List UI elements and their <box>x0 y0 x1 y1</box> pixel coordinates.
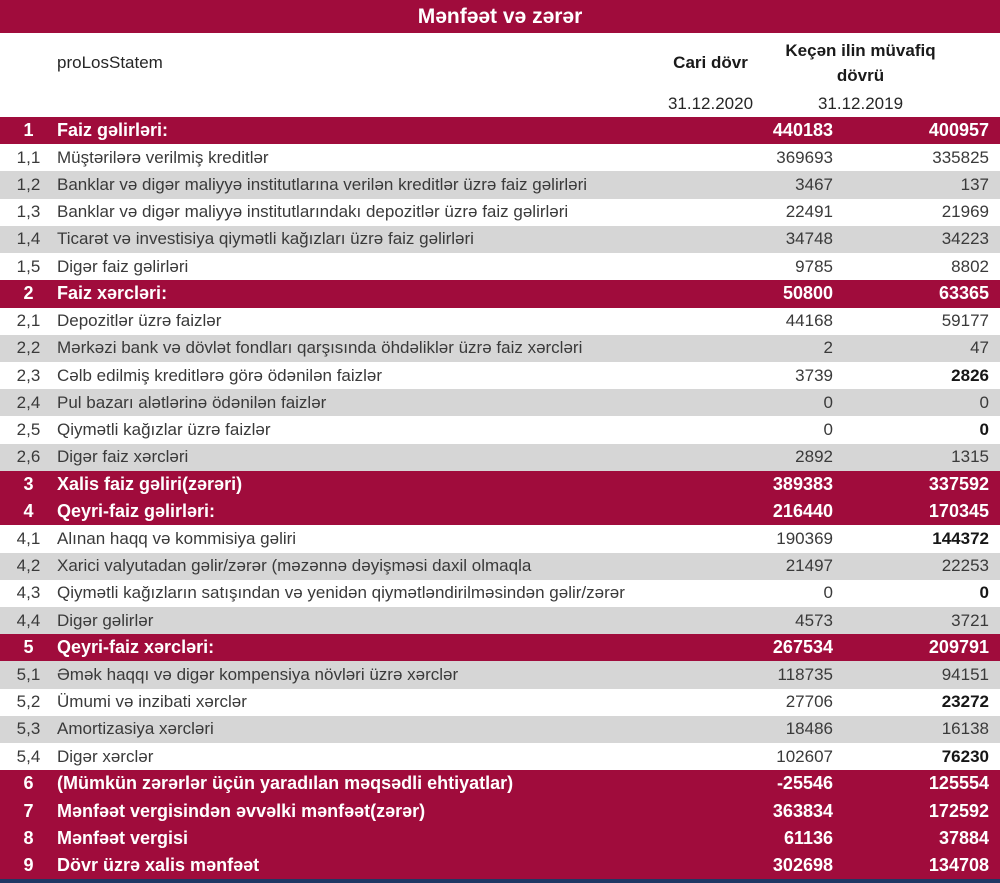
statement-code-label: proLosStatem <box>57 53 163 72</box>
row-label: Xarici valyutadan gəlir/zərər (məzənnə dəyişməsi daxil olmaqla <box>57 556 532 576</box>
table-row <box>0 335 1000 362</box>
row-value-2020: 302698 <box>772 855 833 876</box>
row-label: Mərkəzi bank və dövlət fondları qarşısında öhdəliklər üzrə faiz xərcləri <box>57 338 583 358</box>
table-row <box>0 607 1000 634</box>
row-number: 5 <box>23 637 34 658</box>
table-row <box>0 498 1000 525</box>
row-label: Faiz xərcləri: <box>57 283 168 304</box>
row-label: Pul bazarı alətlərinə ödənilən faizlər <box>57 392 327 412</box>
row-value-2019: 2826 <box>951 365 989 385</box>
table-row <box>0 553 1000 580</box>
row-value-2020: 216440 <box>772 501 833 522</box>
row-number: 1,2 <box>16 175 41 195</box>
row-value-2019: 34223 <box>941 229 989 249</box>
row-value-2019: 137 <box>960 175 989 195</box>
row-value-2020: 9785 <box>795 256 833 276</box>
row-label: Müştərilərə verilmiş kreditlər <box>57 147 269 167</box>
row-value-2019: 125554 <box>928 773 989 794</box>
row-label: Xalis faiz gəliri(zərəri) <box>57 473 243 494</box>
row-number: 6 <box>23 773 34 794</box>
row-value-2019: 0 <box>979 392 989 412</box>
row-label: Depozitlər üzrə faizlər <box>57 311 222 331</box>
row-value-2020: 44168 <box>785 311 833 331</box>
table-row <box>0 117 1000 144</box>
table-row <box>0 661 1000 688</box>
row-value-2020: 34748 <box>785 229 833 249</box>
row-value-2019: 37884 <box>938 827 989 848</box>
table-rows-container <box>0 117 1000 879</box>
row-value-2019: 21969 <box>941 202 989 222</box>
table-row <box>0 689 1000 716</box>
row-label: Mənfəət vergisi <box>57 827 189 848</box>
row-number: 4 <box>23 501 34 522</box>
table-row <box>0 471 1000 498</box>
row-number: 2,4 <box>16 392 41 412</box>
row-label: Digər faiz gəlirləri <box>57 256 189 276</box>
row-value-2019: 209791 <box>928 637 989 658</box>
row-number: 3 <box>23 473 34 494</box>
table-row <box>0 770 1000 797</box>
page-title: Mənfəət və zərər <box>417 4 583 28</box>
row-value-2019: 16138 <box>941 719 989 739</box>
table-row <box>0 852 1000 879</box>
row-value-2019: 8802 <box>951 256 989 276</box>
row-number: 1,3 <box>16 202 41 222</box>
column-headers-row <box>0 36 1000 90</box>
row-value-2019: 172592 <box>928 800 989 821</box>
row-number: 2,3 <box>16 365 41 385</box>
row-value-2020: 102607 <box>776 746 833 766</box>
row-number: 9 <box>23 855 34 876</box>
row-value-2020: 363834 <box>772 800 833 821</box>
row-value-2019: 23272 <box>941 692 989 712</box>
table-row <box>0 743 1000 770</box>
row-number: 2,1 <box>16 311 41 331</box>
row-value-2019: 22253 <box>941 556 989 576</box>
row-value-2019: 337592 <box>928 473 989 494</box>
row-value-2020: 3739 <box>795 365 833 385</box>
row-number: 2,5 <box>16 420 41 440</box>
dates-row <box>0 90 1000 117</box>
row-value-2019: 63365 <box>938 283 989 304</box>
table-row <box>0 389 1000 416</box>
row-value-2020: 22491 <box>785 202 833 222</box>
row-label: Amortizasiya xərcləri <box>57 719 214 739</box>
row-number: 2 <box>23 283 34 304</box>
column-header-current-period: Cari dövr <box>673 53 748 73</box>
table-row <box>0 144 1000 171</box>
row-label: Digər faiz xərcləri <box>57 447 189 467</box>
row-value-2020: 3467 <box>795 175 833 195</box>
row-value-2020: -25546 <box>776 773 833 794</box>
dates-row-spacer <box>0 90 643 117</box>
row-number: 1,5 <box>16 256 41 276</box>
table-row <box>0 171 1000 198</box>
row-value-2019: 400957 <box>928 120 989 141</box>
row-number: 7 <box>23 800 34 821</box>
row-label: Alınan haqq və kommisiya gəliri <box>57 528 297 548</box>
row-number: 5,2 <box>16 692 41 712</box>
row-number: 2,6 <box>16 447 41 467</box>
row-value-2019: 170345 <box>928 501 989 522</box>
row-value-2019: 0 <box>979 420 989 440</box>
row-number: 5,3 <box>16 719 41 739</box>
row-value-2020: 4573 <box>795 610 833 630</box>
row-number: 5,4 <box>16 746 41 766</box>
row-value-2020: 0 <box>823 392 833 412</box>
row-label: Dövr üzrə xalis mənfəət <box>57 855 260 876</box>
row-number: 4,4 <box>16 610 41 630</box>
row-number: 4,3 <box>16 583 41 603</box>
row-label: Ticarət və investisiya qiymətli kağızları üzrə faiz gəlirləri <box>57 229 474 249</box>
row-number: 1 <box>23 120 34 141</box>
row-label: Qeyri-faiz gəlirləri: <box>57 501 216 522</box>
row-number: 4,2 <box>16 556 41 576</box>
table-row <box>0 580 1000 607</box>
row-value-2020: 21497 <box>785 556 833 576</box>
row-value-2019: 335825 <box>932 147 989 167</box>
row-value-2020: 440183 <box>772 120 833 141</box>
row-number: 5,1 <box>16 664 41 684</box>
table-header <box>0 36 1000 117</box>
row-value-2020: 267534 <box>772 637 833 658</box>
table-row <box>0 253 1000 280</box>
row-value-2020: 369693 <box>776 147 833 167</box>
row-number: 1,4 <box>16 229 41 249</box>
row-value-2020: 389383 <box>772 473 833 494</box>
title-bar <box>0 0 1000 33</box>
row-value-2019: 76230 <box>941 746 989 766</box>
row-value-2020: 2 <box>823 338 833 358</box>
row-label: Qiymətli kağızların satışından və yenidən qiymətləndirilməsindən gəlir/zərər <box>57 583 625 603</box>
row-value-2020: 50800 <box>782 283 833 304</box>
table-row <box>0 716 1000 743</box>
row-value-2020: 18486 <box>785 719 833 739</box>
table-row <box>0 416 1000 443</box>
row-label: (Mümkün zərərlər üçün yaradılan məqsədli ehtiyatlar) <box>57 773 514 794</box>
row-value-2019: 3721 <box>951 610 989 630</box>
row-label: Qeyri-faiz xərcləri: <box>57 637 215 658</box>
row-value-2020: 61136 <box>783 827 833 848</box>
table-row <box>0 362 1000 389</box>
row-value-2020: 27706 <box>785 692 833 712</box>
row-value-2020: 2892 <box>795 447 833 467</box>
table-row <box>0 797 1000 824</box>
row-value-2019: 59177 <box>941 311 989 331</box>
table-row <box>0 308 1000 335</box>
row-value-2020: 118735 <box>777 664 833 684</box>
table-row <box>0 226 1000 253</box>
row-value-2020: 0 <box>823 583 833 603</box>
row-label: Banklar və digər maliyyə institutlarındakı depozitlər üzrə faiz gəlirləri <box>57 202 569 222</box>
row-value-2019: 47 <box>970 338 989 358</box>
date-current-period: 31.12.2020 <box>667 93 754 113</box>
row-value-2019: 94151 <box>941 664 989 684</box>
row-value-2019: 144372 <box>932 528 989 548</box>
row-label: Qiymətli kağızlar üzrə faizlər <box>57 420 271 440</box>
table-row <box>0 525 1000 552</box>
row-number: 8 <box>23 827 34 848</box>
date-previous-period: 31.12.2019 <box>817 93 904 113</box>
row-value-2020: 190369 <box>776 528 833 548</box>
row-value-2020: 0 <box>823 420 833 440</box>
row-number: 4,1 <box>16 528 41 548</box>
row-label: Faiz gəlirləri: <box>57 120 169 141</box>
table-row <box>0 199 1000 226</box>
row-number: 1,1 <box>16 147 41 167</box>
table-row <box>0 825 1000 852</box>
row-value-2019: 1315 <box>951 447 989 467</box>
row-label: Cəlb edilmiş kreditlərə görə ödənilən faizlər <box>57 365 383 385</box>
row-label: Banklar və digər maliyyə institutlarına verilən kreditlər üzrə faiz gəlirləri <box>57 175 588 195</box>
row-label: Digər gəlirlər <box>57 610 154 630</box>
row-label: Ümumi və inzibati xərclər <box>57 692 247 712</box>
table-row <box>0 280 1000 307</box>
row-label: Əmək haqqı və digər kompensiya növləri üzrə xərclər <box>57 664 459 684</box>
table-row <box>0 634 1000 661</box>
column-header-previous-period: Keçən ilin müvafiq dövrü <box>785 40 936 85</box>
bottom-border <box>0 879 1000 883</box>
row-value-2019: 134708 <box>928 855 989 876</box>
table-row <box>0 444 1000 471</box>
row-number: 2,2 <box>16 338 41 358</box>
row-label: Mənfəət vergisindən əvvəlki mənfəət(zərər) <box>57 800 426 821</box>
row-label: Digər xərclər <box>57 746 154 766</box>
row-value-2019: 0 <box>979 583 989 603</box>
